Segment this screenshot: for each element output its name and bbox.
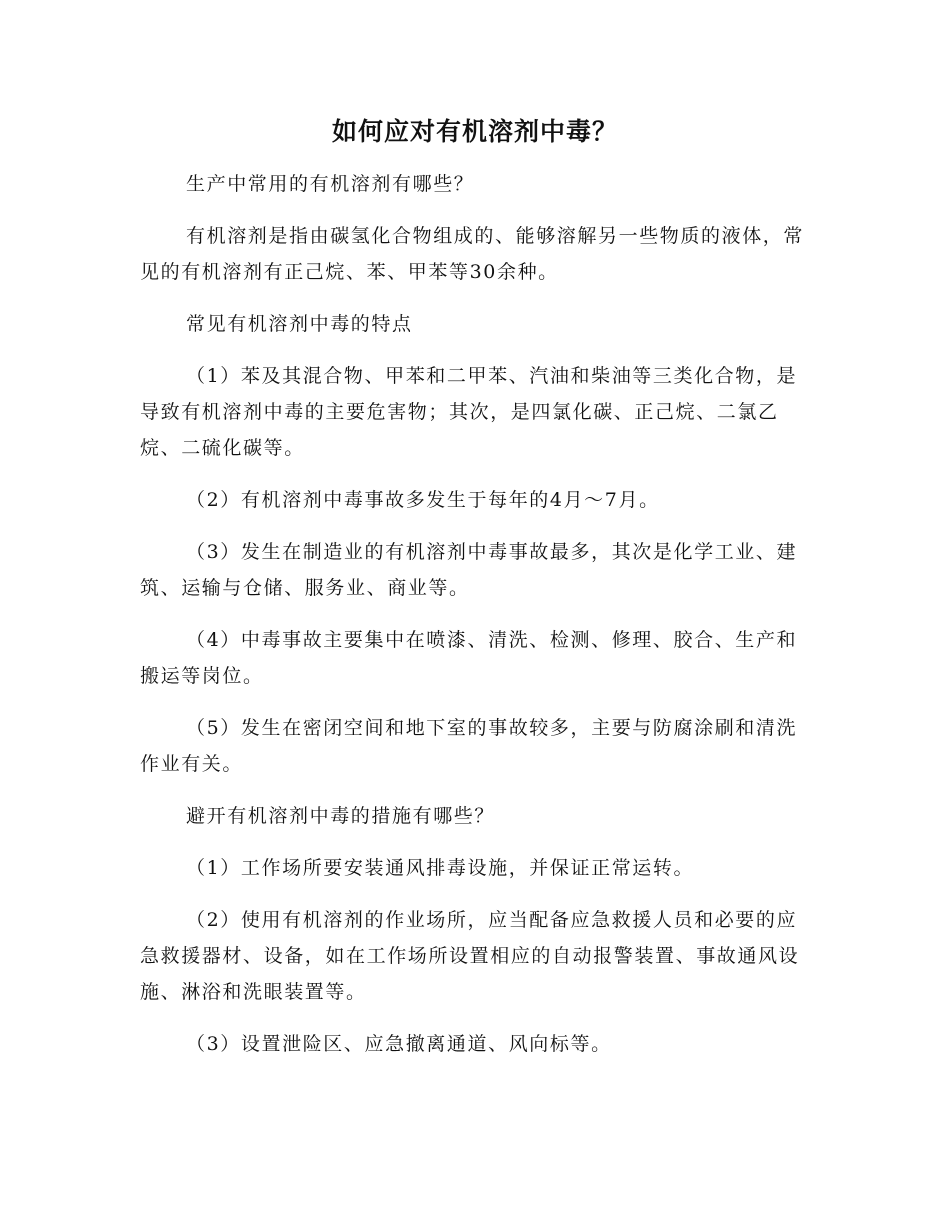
paragraph-characteristic-2: （2）有机溶剂中毒事故多发生于每年的4月～7月。 (186, 489, 660, 511)
paragraph-heading-characteristics: 常见有机溶剂中毒的特点 (186, 313, 413, 335)
paragraph-characteristic-1: （1）苯及其混合物、甲苯和二甲苯、汽油和柴油等三类化合物，是导致有机溶剂中毒的主要危害物；其次，是四氯化碳、正己烷、二氯乙烷、二硫化碳等。 (140, 365, 798, 459)
paragraph-prevention-2: （2）使用有机溶剂的作业场所，应当配备应急救援人员和必要的应急救援器材、设备，如在工作场所设置相应的自动报警装置、事故通风设施、淋浴和洗眼装置等。 (140, 909, 800, 1003)
paragraph-characteristic-5: （5）发生在密闭空间和地下室的事故较多，主要与防腐涂刷和清洗作业有关。 (140, 717, 798, 775)
paragraph-prevention-1: （1）工作场所要安装通风排毒设施，并保证正常运转。 (186, 857, 695, 879)
paragraph-prevention-3: （3）设置泄险区、应急撤离通道、风向标等。 (186, 1033, 612, 1055)
document-body (140, 166, 804, 1078)
paragraph-solvent-definition: 有机溶剂是指由碳氢化合物组成的、能够溶解另一些物质的液体，常见的有机溶剂有正己烷、苯、甲苯等30余种。 (140, 225, 805, 283)
paragraph-characteristic-4: （4）中毒事故主要集中在喷漆、清洗、检测、修理、胶合、生产和搬运等岗位。 (140, 629, 798, 687)
paragraph-heading-prevention: 避开有机溶剂中毒的措施有哪些？ (186, 805, 496, 827)
paragraph-question-common-solvents: 生产中常用的有机溶剂有哪些？ (186, 173, 475, 195)
document-title: 如何应对有机溶剂中毒？ (331, 117, 618, 146)
paragraph-characteristic-3: （3）发生在制造业的有机溶剂中毒事故最多，其次是化学工业、建筑、运输与仓储、服务业、商业等。 (140, 541, 798, 599)
